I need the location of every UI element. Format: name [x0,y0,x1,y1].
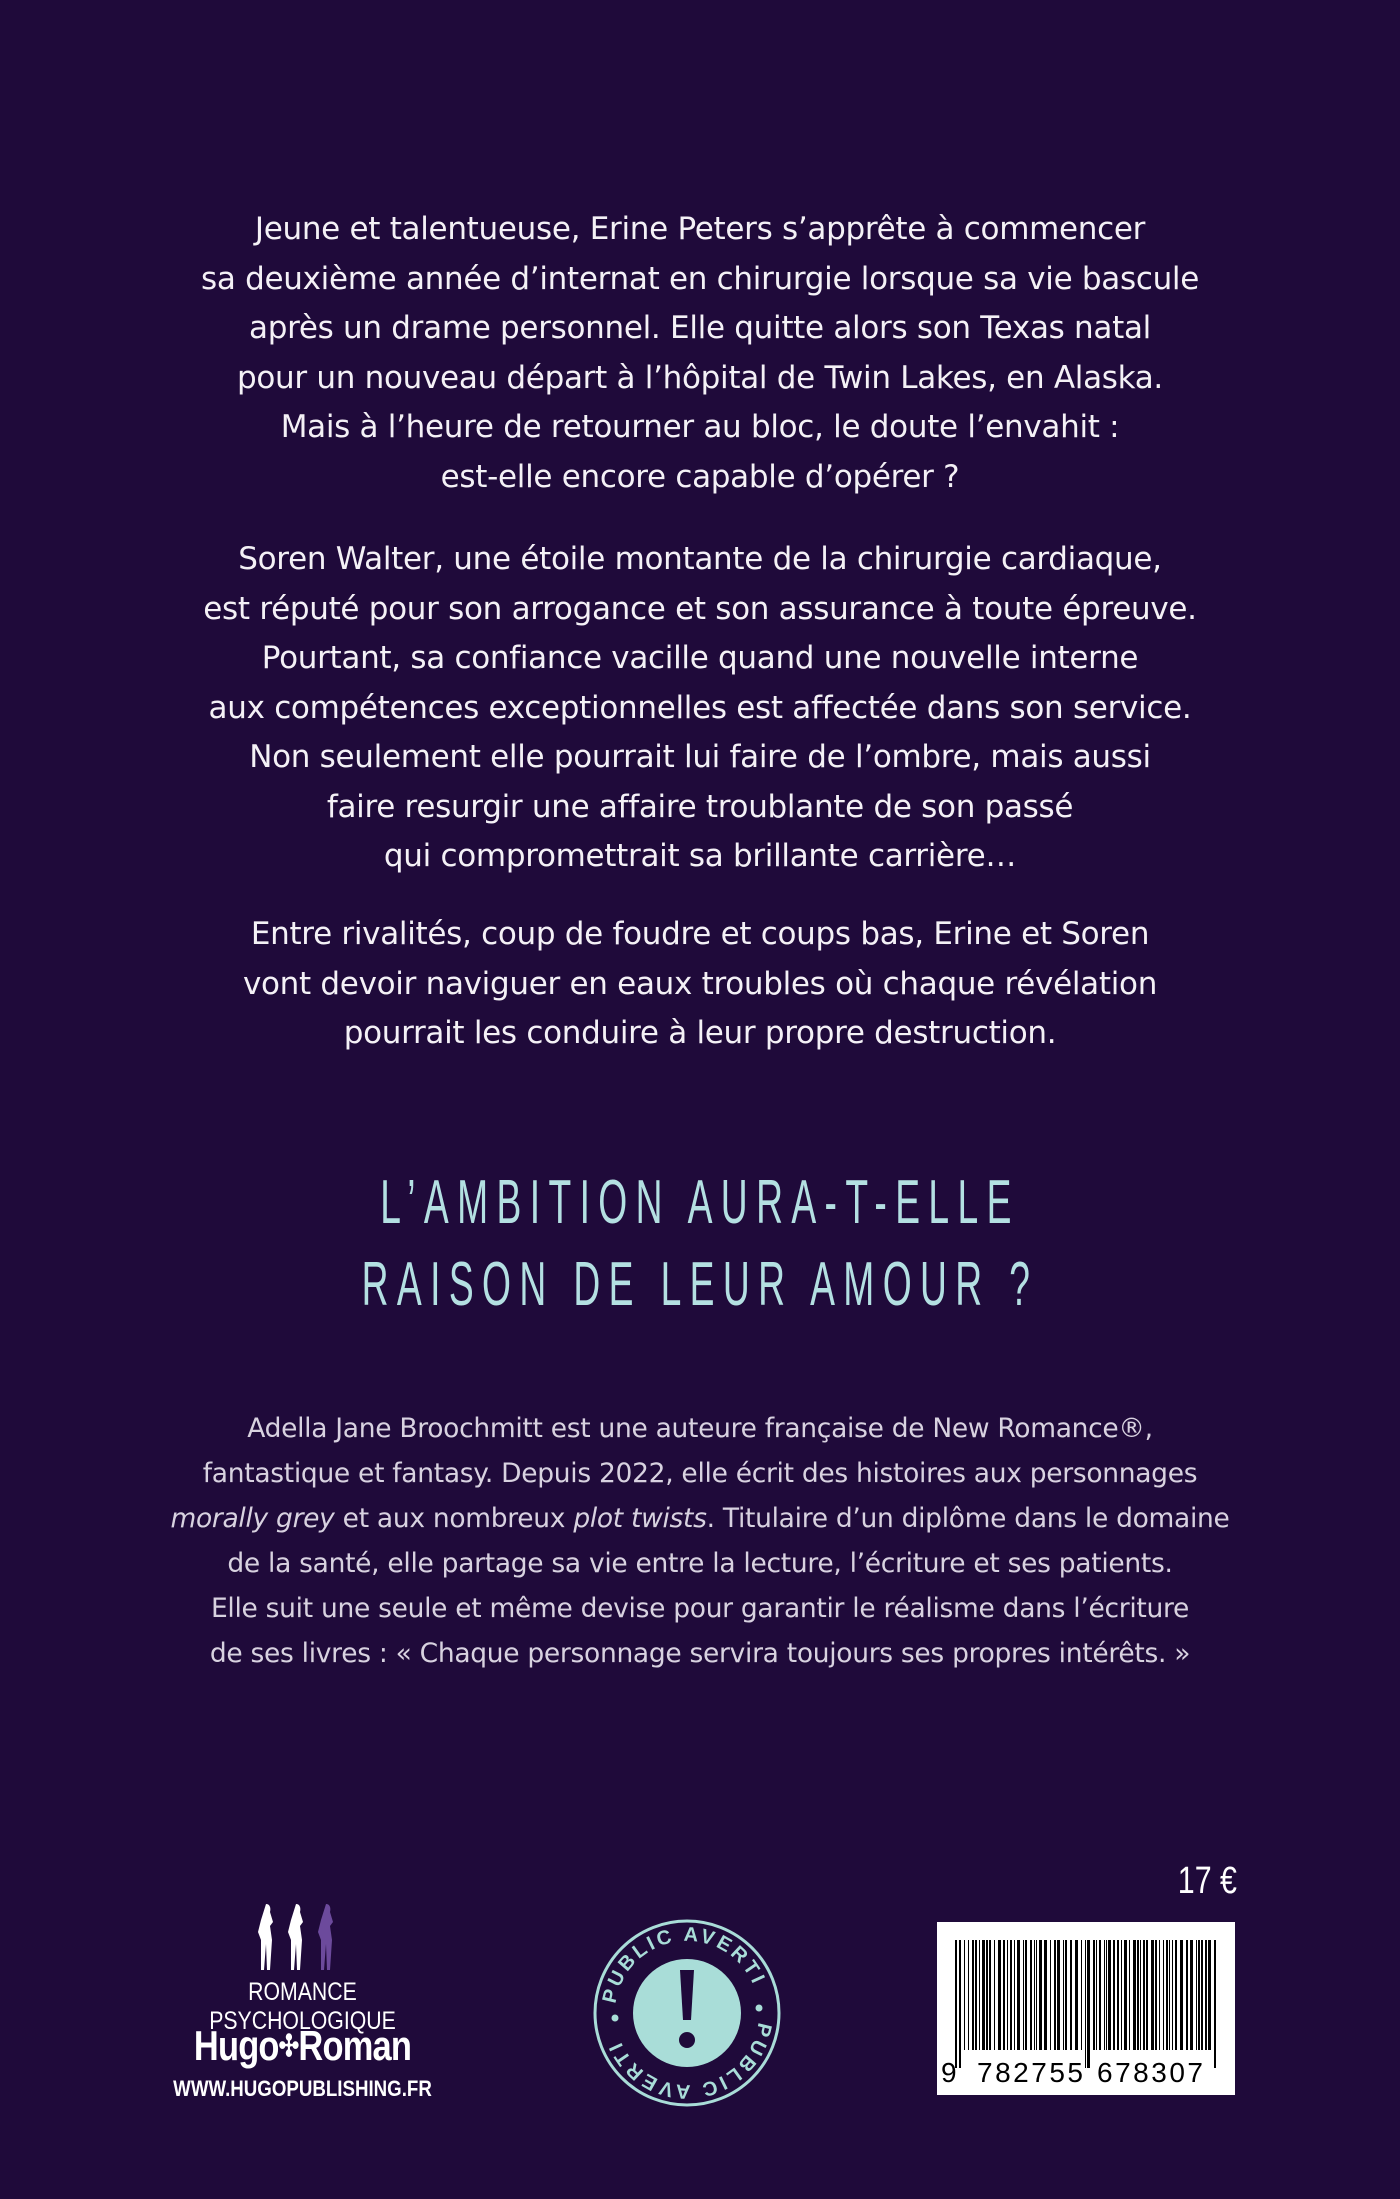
synopsis-line: pourrait les conduire à leur propre destruction. [343,1015,1057,1051]
barcode-bar [964,1940,965,2050]
barcode-bar [1140,1940,1141,2050]
barcode-bar [1159,1940,1160,2050]
barcode-bar [1129,1940,1130,2050]
synopsis-line: vont devoir naviguer en eaux troubles où chaque révélation [242,965,1158,1002]
barcode-bar [1099,1940,1101,2050]
isbn-digits: 678307 [1097,2057,1203,2088]
website-link[interactable]: WWW.HUGOPUBLISHING.FR [173,2076,432,2101]
barcode-bar [1057,1940,1060,2050]
barcode-bar [1010,1940,1012,2050]
barcode-bar [1198,1940,1200,2050]
barcode-bar [1190,1940,1193,2050]
tagline-line-1: L’AMBITION AURA-T-ELLE [380,1168,1020,1237]
synopsis-paragraph-2 [0,535,1400,882]
barcode-bar [1196,1940,1197,2050]
publisher-logo [177,2022,427,2070]
barcode-bar [1146,1940,1148,2050]
synopsis-line: Non seulement elle pourrait lui faire de l’ombre, mais aussi [249,739,1151,775]
barcode-bar [1087,1940,1090,2068]
tagline [280,1162,1120,1326]
isbn-digits: 9 [941,2057,957,2088]
synopsis-line: Jeune et talentueuse, Erine Peters s’apprête à commencer [254,211,1146,247]
barcode-bar [1050,1940,1051,2050]
synopsis-line: après un drame personnel. Elle quitte alors son Texas natal [249,310,1151,346]
barcode-bar [1143,1940,1145,2050]
isbn-digits: 782755 [977,2057,1083,2088]
barcode-bar [972,1940,974,2050]
barcode-bar [979,1940,980,2050]
barcode-bar [1075,1940,1078,2050]
barcode-bar [1151,1940,1154,2050]
barcode-bar [1108,1940,1111,2050]
barcode-bar [1007,1940,1008,2050]
italic-term: plot twists [573,1503,707,1534]
barcode-bar [1214,1940,1216,2068]
barcode-bar [1096,1940,1097,2050]
barcode-bar [1166,1940,1168,2050]
barcode-bar [1208,1940,1211,2050]
synopsis-line: Mais à l’heure de retourner au bloc, le doute l’envahit : [280,409,1120,445]
collection-label: ROMANCE PSYCHOLOGIQUE [209,1978,396,2035]
bio-line: Elle suit une seule et même devise pour garantir le réalisme dans l’écriture [210,1593,1189,1624]
barcode-bar [1172,1940,1173,2050]
synopsis-line: pour un nouveau départ à l’hôpital de Twin Lakes, en Alaska. [237,359,1163,396]
synopsis-line: est-elle encore capable d’opérer ? [440,458,960,495]
synopsis-line: qui compromettrait sa brillante carrière… [383,838,1017,874]
silhouettes-icon [252,1902,352,1976]
barcode-bar [1093,1940,1095,2050]
barcode-bar [1044,1940,1047,2050]
barcode-bar [1036,1940,1037,2050]
barcode-bar [1175,1940,1177,2050]
bio-line: Adella Jane Broochmitt est une auteure française de New Romance®, [247,1413,1153,1444]
barcode-bar [1085,1940,1086,2068]
barcode-bar [989,1940,991,2050]
barcode-bar [1070,1940,1072,2050]
barcode-bar [1163,1940,1164,2050]
barcode-bar [1106,1940,1107,2050]
bio-line: fantastique et fantasy. Depuis 2022, elle écrit des histoires aux personnages [202,1458,1198,1489]
barcode-bar [1180,1940,1183,2050]
barcode-bar [1081,1940,1082,2050]
barcode-bar [998,1940,1001,2050]
svg-text:PUBLIC AVERTI: PUBLIC AVERTI [598,1923,770,2006]
bio-line: de la santé, elle partage sa vie entre la lecture, l’écriture et ses patients. [227,1548,1173,1579]
barcode-bar [982,1940,985,2050]
author-bio [0,1406,1400,1676]
barcode-bar [975,1940,977,2050]
barcode-bar [1023,1940,1024,2050]
barcode-bar [1137,1940,1139,2050]
barcode-bar [1014,1940,1015,2050]
barcode-bar [1205,1940,1207,2050]
synopsis-line: est réputé pour son arrogance et son assurance à toute épreuve. [203,590,1197,627]
synopsis-line: aux compétences exceptionnelles est affectée dans son service. [208,689,1192,726]
barcode-bar [1113,1940,1115,2050]
barcode-bar [1155,1940,1157,2050]
barcode-bar [1017,1940,1020,2050]
price: 17 € [1177,1860,1237,1902]
barcode-bar [1030,1940,1032,2050]
barcode-bar [1117,1940,1119,2050]
bio-line [0,1496,1400,1541]
barcode-bar [959,1940,961,2068]
barcode-bar [1063,1940,1064,2050]
barcode-bar [1124,1940,1127,2050]
barcode-bar [1025,1940,1027,2050]
plus-icon: ✣ [278,2030,299,2063]
publisher-name-a: Hugo [193,2022,279,2069]
barcode-bar [1133,1940,1136,2050]
bio-text: et aux nombreux [334,1503,574,1534]
barcode-bar [1121,1940,1122,2050]
barcode-bar [1065,1940,1067,2050]
synopsis-paragraph-3 [0,910,1400,1059]
barcode-bar [1169,1940,1170,2050]
barcode-bar [955,1940,957,2068]
bio-text: . Titulaire d’un diplôme dans le domaine [706,1503,1230,1534]
bio-line: de ses livres : « Chaque personnage servira toujours ses propres intérêts. » [209,1638,1191,1669]
synopsis-line: sa deuxième année d’internat en chirurgie lorsque sa vie bascule [200,260,1200,297]
synopsis-line: faire resurgir une affaire troublante de son passé [326,788,1074,825]
barcode-bar [1186,1940,1188,2050]
synopsis-line: Pourtant, sa confiance vacille quand une nouvelle interne [261,640,1139,676]
publisher-name-b: Roman [298,2022,412,2069]
italic-term: morally grey [170,1503,335,1534]
synopsis-paragraph-1 [0,205,1400,502]
public-averti-badge [592,1918,782,2108]
synopsis-line: Soren Walter, une étoile montante de la chirurgie cardiaque, [238,541,1162,577]
barcode-bar [1104,1940,1105,2050]
isbn-barcode [937,1922,1235,2095]
barcode-bar [1003,1940,1005,2050]
barcode-bar [994,1940,995,2050]
synopsis-line: Entre rivalités, coup de foudre et coups bas, Erine et Soren [250,916,1150,952]
barcode-bar [968,1940,969,2050]
barcode-bar [1034,1940,1035,2050]
barcode-bar [1054,1940,1056,2050]
tagline-line-2: RAISON DE LEUR AMOUR ? [361,1250,1039,1319]
barcode-bar [1039,1940,1042,2050]
barcode-bar [986,1940,988,2050]
svg-text:PUBLIC AVERTI: PUBLIC AVERTI [604,2020,776,2103]
barcode-bar [1201,1940,1203,2050]
